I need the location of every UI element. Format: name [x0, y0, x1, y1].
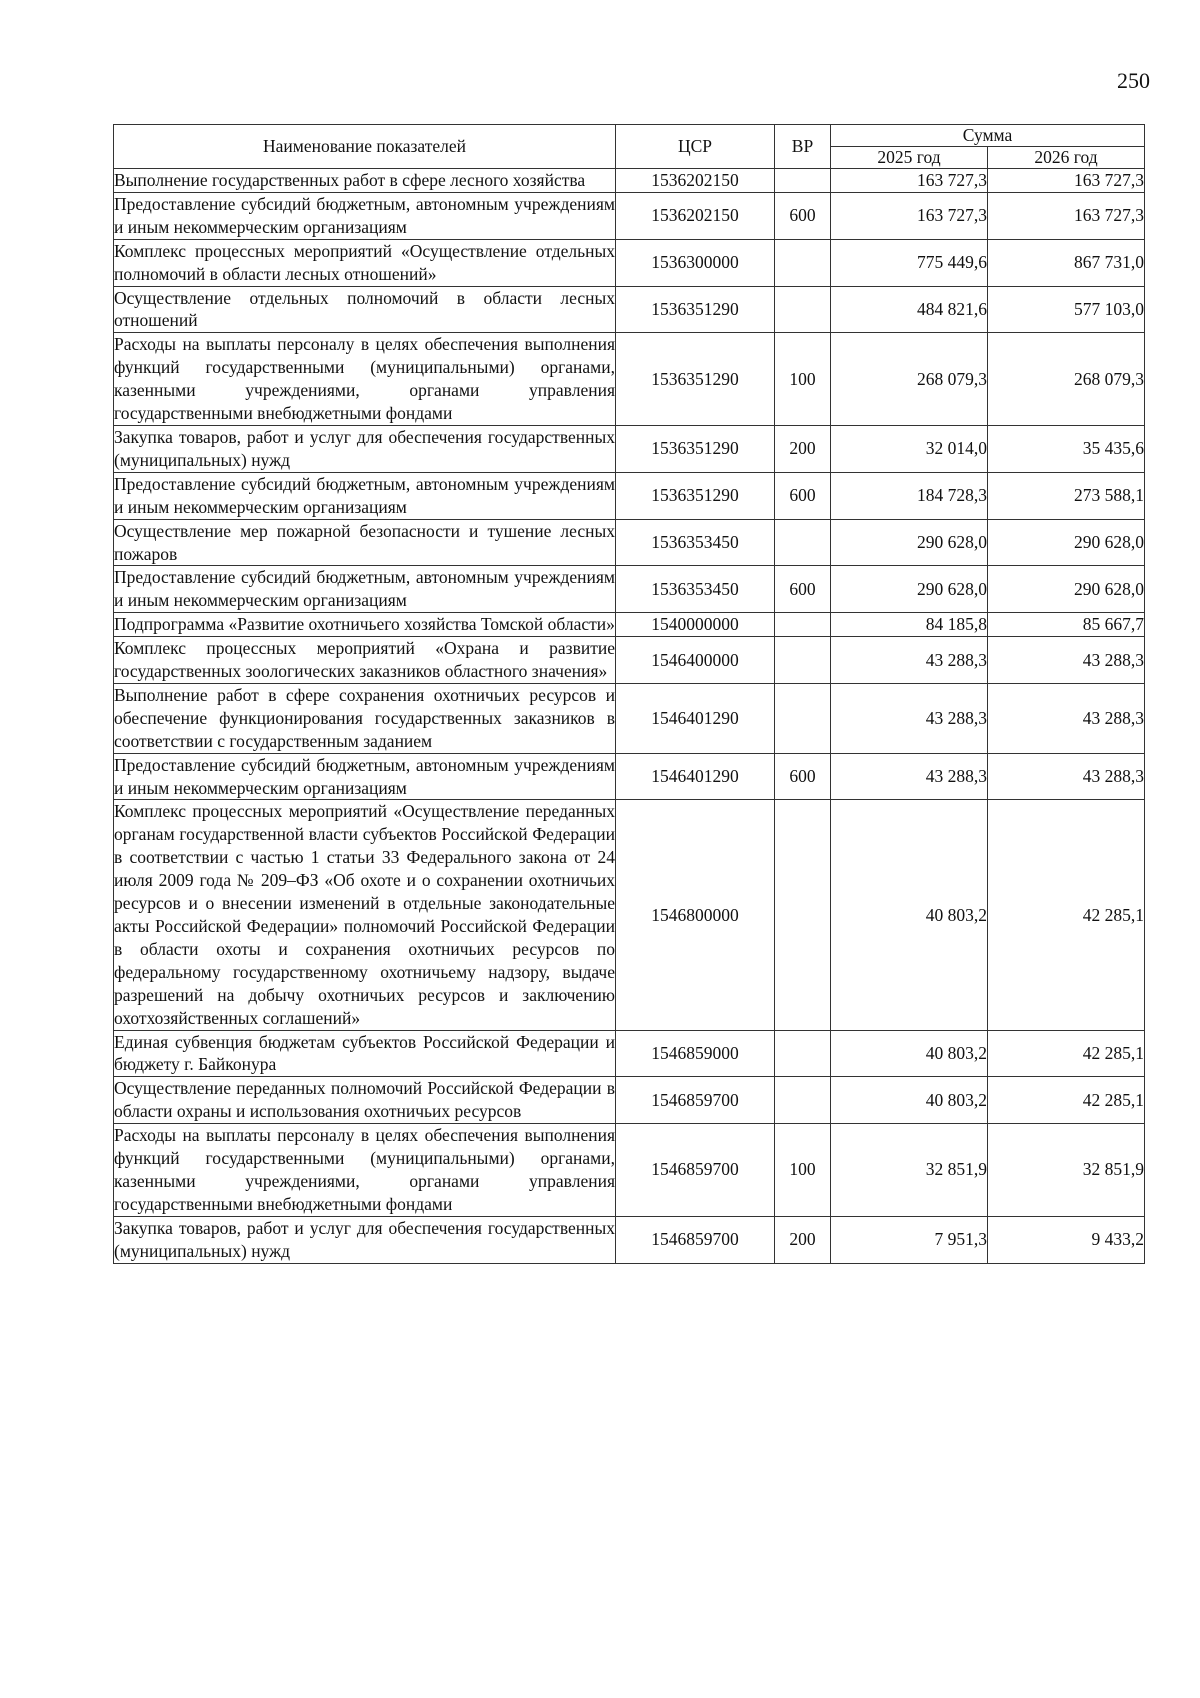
row-amount-2025: 43 288,3	[831, 683, 988, 753]
table-row	[114, 566, 1145, 613]
row-name: Выполнение государственных работ в сфере лесного хозяйства	[114, 169, 616, 193]
row-vr: 600	[775, 192, 831, 239]
row-vr	[775, 239, 831, 286]
table-row	[114, 753, 1145, 800]
row-amount-2025: 290 628,0	[831, 519, 988, 566]
row-name: Закупка товаров, работ и услуг для обеспечения государственных (муниципальных) нужд	[114, 1216, 616, 1263]
row-name: Комплекс процессных мероприятий «Осуществление отдельных полномочий в области лесных отношений»	[114, 239, 616, 286]
row-name: Подпрограмма «Развитие охотничьего хозяйства Томской области»	[114, 613, 616, 637]
budget-table	[113, 124, 1145, 1264]
header-name: Наименование показателей	[114, 125, 616, 169]
row-name: Предоставление субсидий бюджетным, автономным учреждениям и иным некоммерческим организациям	[114, 753, 616, 800]
row-amount-2025: 290 628,0	[831, 566, 988, 613]
row-amount-2025: 163 727,3	[831, 169, 988, 193]
table-row	[114, 333, 1145, 426]
row-amount-2026: 43 288,3	[988, 753, 1145, 800]
row-vr	[775, 1030, 831, 1077]
header-sum: Сумма	[831, 125, 1145, 147]
row-amount-2026: 273 588,1	[988, 472, 1145, 519]
row-csr: 1546859000	[616, 1030, 775, 1077]
row-amount-2026: 9 433,2	[988, 1216, 1145, 1263]
row-csr: 1536351290	[616, 286, 775, 333]
row-csr: 1536300000	[616, 239, 775, 286]
row-amount-2025: 40 803,2	[831, 800, 988, 1030]
row-vr: 100	[775, 1124, 831, 1217]
table-row	[114, 239, 1145, 286]
table-row	[114, 472, 1145, 519]
row-csr: 1546400000	[616, 637, 775, 684]
row-amount-2026: 43 288,3	[988, 683, 1145, 753]
row-amount-2025: 43 288,3	[831, 637, 988, 684]
row-amount-2026: 35 435,6	[988, 425, 1145, 472]
table-row	[114, 192, 1145, 239]
row-csr: 1546800000	[616, 800, 775, 1030]
header-csr: ЦСР	[616, 125, 775, 169]
header-vr: ВР	[775, 125, 831, 169]
row-vr: 200	[775, 1216, 831, 1263]
row-name: Единая субвенция бюджетам субъектов Российской Федерации и бюджету г. Байконура	[114, 1030, 616, 1077]
row-csr: 1546401290	[616, 753, 775, 800]
row-name: Предоставление субсидий бюджетным, автономным учреждениям и иным некоммерческим организациям	[114, 192, 616, 239]
row-vr	[775, 169, 831, 193]
header-year-2026: 2026 год	[988, 147, 1145, 169]
row-amount-2025: 268 079,3	[831, 333, 988, 426]
row-csr: 1536202150	[616, 192, 775, 239]
table-row	[114, 519, 1145, 566]
row-amount-2026: 42 285,1	[988, 800, 1145, 1030]
row-amount-2026: 577 103,0	[988, 286, 1145, 333]
row-csr: 1536351290	[616, 472, 775, 519]
row-amount-2025: 775 449,6	[831, 239, 988, 286]
row-name: Предоставление субсидий бюджетным, автономным учреждениям и иным некоммерческим организациям	[114, 566, 616, 613]
row-amount-2026: 42 285,1	[988, 1030, 1145, 1077]
row-amount-2026: 163 727,3	[988, 192, 1145, 239]
page-number: 250	[1117, 68, 1150, 93]
row-vr	[775, 683, 831, 753]
row-amount-2025: 163 727,3	[831, 192, 988, 239]
row-name: Расходы на выплаты персоналу в целях обеспечения выполнения функций государственными (муниципальными) органами, казенными учреждениями, органами управления государственными внебюджетными фондами	[114, 333, 616, 426]
row-amount-2026: 43 288,3	[988, 637, 1145, 684]
row-vr	[775, 1077, 831, 1124]
row-csr: 1540000000	[616, 613, 775, 637]
row-csr: 1536351290	[616, 425, 775, 472]
row-vr	[775, 519, 831, 566]
row-name: Осуществление мер пожарной безопасности и тушение лесных пожаров	[114, 519, 616, 566]
row-vr	[775, 286, 831, 333]
row-amount-2025: 7 951,3	[831, 1216, 988, 1263]
table-row	[114, 683, 1145, 753]
row-name: Выполнение работ в сфере сохранения охотничьих ресурсов и обеспечение функционирования государственных заказников в соответствии с государственным заданием	[114, 683, 616, 753]
table-row	[114, 286, 1145, 333]
row-csr: 1546859700	[616, 1216, 775, 1263]
row-vr: 600	[775, 472, 831, 519]
row-name: Закупка товаров, работ и услуг для обеспечения государственных (муниципальных) нужд	[114, 425, 616, 472]
row-amount-2026: 85 667,7	[988, 613, 1145, 637]
table-row	[114, 613, 1145, 637]
row-csr: 1536202150	[616, 169, 775, 193]
table-row	[114, 425, 1145, 472]
row-amount-2025: 40 803,2	[831, 1077, 988, 1124]
table-row	[114, 637, 1145, 684]
table-row	[114, 1216, 1145, 1263]
row-name: Осуществление отдельных полномочий в области лесных отношений	[114, 286, 616, 333]
row-name: Комплекс процессных мероприятий «Охрана и развитие государственных зоологических заказников областного значения»	[114, 637, 616, 684]
table-row	[114, 1030, 1145, 1077]
row-csr: 1536351290	[616, 333, 775, 426]
row-amount-2025: 84 185,8	[831, 613, 988, 637]
row-amount-2026: 42 285,1	[988, 1077, 1145, 1124]
row-name: Расходы на выплаты персоналу в целях обеспечения выполнения функций государственными (муниципальными) органами, казенными учреждениями, органами управления государственными внебюджетными фондами	[114, 1124, 616, 1217]
row-name: Осуществление переданных полномочий Российской Федерации в области охраны и использования охотничьих ресурсов	[114, 1077, 616, 1124]
row-csr: 1546401290	[616, 683, 775, 753]
row-vr	[775, 800, 831, 1030]
row-name: Комплекс процессных мероприятий «Осуществление переданных органам государственной власти субъектов Российской Федерации в соответствии с частью 1 статьи 33 Федерального закона от 24 июля 2009 года № 209–ФЗ «Об охоте и о сохранении охотничьих ресурсов и о внесении изменений в отдельные законодательные акты Российской Федерации» полномочий Российской Федерации в области охоты и сохранения охотничьих ресурсов по федеральному государственному охотничьему надзору, выдаче разрешений на добычу охотничьих ресурсов и заключению охотхозяйственных соглашений»	[114, 800, 616, 1030]
row-vr	[775, 613, 831, 637]
row-csr: 1536353450	[616, 519, 775, 566]
row-amount-2025: 40 803,2	[831, 1030, 988, 1077]
row-amount-2025: 43 288,3	[831, 753, 988, 800]
table-row	[114, 800, 1145, 1030]
row-amount-2025: 184 728,3	[831, 472, 988, 519]
row-amount-2025: 484 821,6	[831, 286, 988, 333]
row-vr: 100	[775, 333, 831, 426]
row-vr: 600	[775, 566, 831, 613]
row-amount-2026: 867 731,0	[988, 239, 1145, 286]
row-amount-2026: 290 628,0	[988, 566, 1145, 613]
row-amount-2025: 32 851,9	[831, 1124, 988, 1217]
row-csr: 1546859700	[616, 1077, 775, 1124]
row-vr: 200	[775, 425, 831, 472]
row-amount-2026: 163 727,3	[988, 169, 1145, 193]
row-amount-2026: 290 628,0	[988, 519, 1145, 566]
table-body	[114, 169, 1145, 1264]
header-year-2025: 2025 год	[831, 147, 988, 169]
row-csr: 1546859700	[616, 1124, 775, 1217]
row-name: Предоставление субсидий бюджетным, автономным учреждениям и иным некоммерческим организациям	[114, 472, 616, 519]
row-csr: 1536353450	[616, 566, 775, 613]
table-row	[114, 1077, 1145, 1124]
table-row	[114, 169, 1145, 193]
row-vr	[775, 637, 831, 684]
row-amount-2026: 32 851,9	[988, 1124, 1145, 1217]
row-amount-2026: 268 079,3	[988, 333, 1145, 426]
row-vr: 600	[775, 753, 831, 800]
table-row	[114, 1124, 1145, 1217]
row-amount-2025: 32 014,0	[831, 425, 988, 472]
